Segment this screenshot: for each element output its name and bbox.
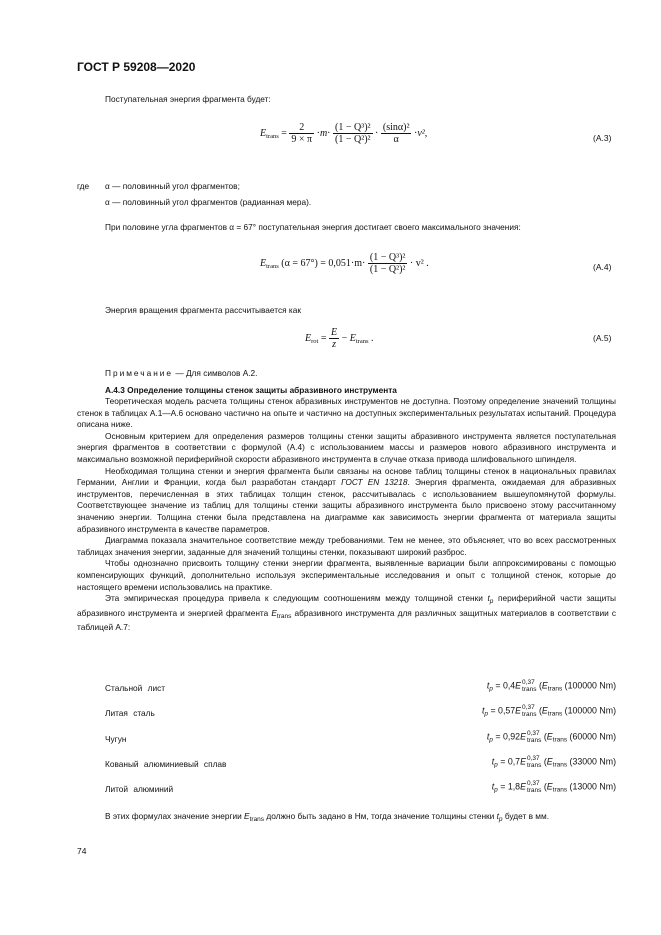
formula-tail: · v² . [409,257,429,269]
material-limit: 13000 Nm [572,781,614,792]
eq-number-a3: (А.3) [593,133,612,143]
paragraph-part: будет в мм. [502,811,550,821]
paragraph-part: В этих формулах значение энергии [105,811,245,821]
rotation-text: Энергия вращения фрагмента рассчитывается как [105,305,301,315]
velocity-term: v² [417,127,425,139]
formula-a3: $E_{trans}$ = $\frac{2}{9 \times \pi}$ ·m· $\frac{\text{(1 − Q³)²}}{\text{(1 − Q²)²}}$ · $\frac{\text{(sinα)²}}{\alpha}$ ·v², [260,122,428,145]
paragraph-part: должно быть задано в Нм, тогда значение толщины стенки [264,811,497,821]
formula-lhs: E [260,257,267,269]
eq-number-a5: (А.5) [593,333,612,343]
paragraph: Диаграмма показала значительное соответствие между требованиями. Тем не менее, это объясняет, что во всех рассмотренных таблицах значения энергии, заданные для значений толщины стенки, показывают широкий разброс. [77,535,616,557]
formula-lhs-sub: trans [266,132,279,140]
where-label: где [77,181,90,191]
formula-condition: (α = 67°) = 0,051·m· [281,257,366,269]
paragraph [77,466,616,536]
paragraph-part: . Энергия фрагмента, ожидаемая для абразивных инструментов, перечисленная в этих таблицах толщин стенок, рассчитывалась с использованием вышеупомянутой формулы. Соответствующее значение из таблиц для толщины стенки защиты абразивного инструмента было присвоено этому рассчитанному значению энергии. Толщина стенки была представлена на диаграмме как зависимость энергии фрагмента от материала защиты абразивного инструмента в качестве параметров. [77,477,617,534]
material-formula: $t_p = 0,57E0,37$ trans ($E_{trans}$ (100000 Nm) [481,704,616,718]
q-denominator: (1 − Q²)² [369,264,406,275]
formula-lhs-sub: rot [311,337,319,345]
standard-reference: ГОСТ EN 13218 [341,477,408,488]
material-name: Кованый алюминиевый сплав [105,759,227,769]
paragraph: Теоретическая модель расчета толщины стенок абразивных инструментов не доступна. Поэтому определение значений толщины стенок в таблицах А.1—А.6 основано частично на опыте и частично на доступных экспериментальных результатах испытаний. Процедура описана ниже. [77,396,616,430]
paragraph-part: абразивного инструмента для различных защитных материалов в соответствии с таблицей А.7: [77,607,616,633]
material-name: Стальной лист [105,683,166,693]
section-body [77,396,616,634]
eq-number-a4: (А.4) [593,262,612,272]
note-text: — Для символов А.2. [173,368,258,378]
formula-a5: $E_{rot}$ = $\frac{E}{z}$ − $E_{trans}$ . [305,327,374,350]
q-numerator: (1 − Q³)² [369,252,406,263]
material-coef: 0,4 [502,680,516,691]
paragraph: В этих формулах значение энергии $E_{trans}$ должно быть задано в Нм, тогда значение толщины стенки $t_p$ будет в мм. [105,811,550,823]
paragraph-part: Необходимая толщина стенки и энергия фрагмента были связаны на основе таблиц толщины стенок в национальных правилах Германии, Англии и Франции, когда был разработан стандарт [77,465,616,488]
material-coef: 0,92 [502,731,521,742]
material-coef: 1,8 [507,781,521,792]
coef-numerator: 2 [289,122,314,134]
q-numerator: (1 − Q³)² [335,122,371,133]
formula-a4 [260,252,429,275]
material-name: Литой алюминий [105,784,174,794]
material-formula: $t_p = 0,92E0,37$ trans ($E_{trans}$ (60000 Nm) [486,730,616,744]
note-label: Примечание [105,368,174,378]
standard-header: ГОСТ Р 59208—2020 [77,60,196,74]
alpha-rad-definition: α — половинный угол фрагментов (радианная мера). [105,197,312,207]
formula-lhs: E [260,127,267,139]
paragraph: Эта эмпирическая процедура привела к следующим соотношениям между толщиной стенки $t_p$ периферийной части защиты абразивного инструмента и энергией фрагмента $E_{trans}$ абразивного инструмента для различных защитных материалов в соответствии с таблицей А.7: [77,593,616,633]
material-coef: 0,7 [507,756,521,767]
material-limit: 100000 Nm [567,705,614,716]
final-paragraph [77,811,616,826]
intro-text: Поступательная энергия фрагмента будет: [105,94,271,104]
material-limit: 100000 Nm [567,680,614,691]
alpha-definition: α — половинный угол фрагментов; [105,181,240,191]
paragraph-part: Эта эмпирическая процедура привела к следующим соотношениям между толщиной стенки [105,593,488,604]
material-name: Чугун [105,734,127,744]
material-name: Литая сталь [105,708,155,718]
material-limit: 33000 Nm [572,756,614,767]
material-formula: $t_p = 0,4E0,37$ trans ($E_{trans}$ (100000 Nm) [486,679,616,693]
q-denominator: (1 − Q²)² [335,134,371,145]
material-limit: 60000 Nm [572,731,614,742]
paragraph: Чтобы однозначно присвоить толщину стенки энергии фрагмента, выявленные вариации были аппроксимированы с помощью компенсирующих функций, дополнительно используя экспериментальные исследования и опыт с толщиной стенок, которые до настоящего времени использовались на практике. [77,558,616,592]
formula-rhs: E [349,332,356,344]
page-number: 74 [77,846,87,856]
note [105,368,257,378]
e-numerator: E [330,327,338,338]
formula-lhs-sub: trans [266,262,279,270]
z-denominator: z [332,339,336,350]
paragraph: Основным критерием для определения размеров толщины стенки защиты абразивного инструмента является поступательная энергия фрагментов в соответствии с формулой (А.4) с использованием массы и размеров нового абразивного инструмента и максимально возможной периферийной скорости абразивного инструмента в случае отказа привода шлифовального шпинделя. [77,430,616,464]
formula-rhs-sub: trans [355,337,369,345]
material-formula: $t_p = 1,8E0,37$ trans ($E_{trans}$ (13000 Nm) [491,780,616,794]
minus-sign: − [341,332,348,344]
section-heading: А.4.3 Определение толщины стенок защиты абразивного инструмента [105,385,397,395]
sin-numerator: (sinα)² [382,122,410,133]
coef-denominator: 9 × π [291,134,313,145]
formula-lhs: E [305,332,312,344]
alpha-denominator: α [393,134,399,145]
material-formula: $t_p = 0,7E0,37$ trans ($E_{trans}$ (33000 Nm) [491,755,616,769]
material-coef: 0,57 [498,705,516,716]
paragraph-part: периферийной части защиты абразивного инструмента и энергией фрагмента [77,593,616,618]
max-energy-text: При половине угла фрагментов α = 67° поступательная энергия достигает своего максимального значения: [105,222,521,232]
